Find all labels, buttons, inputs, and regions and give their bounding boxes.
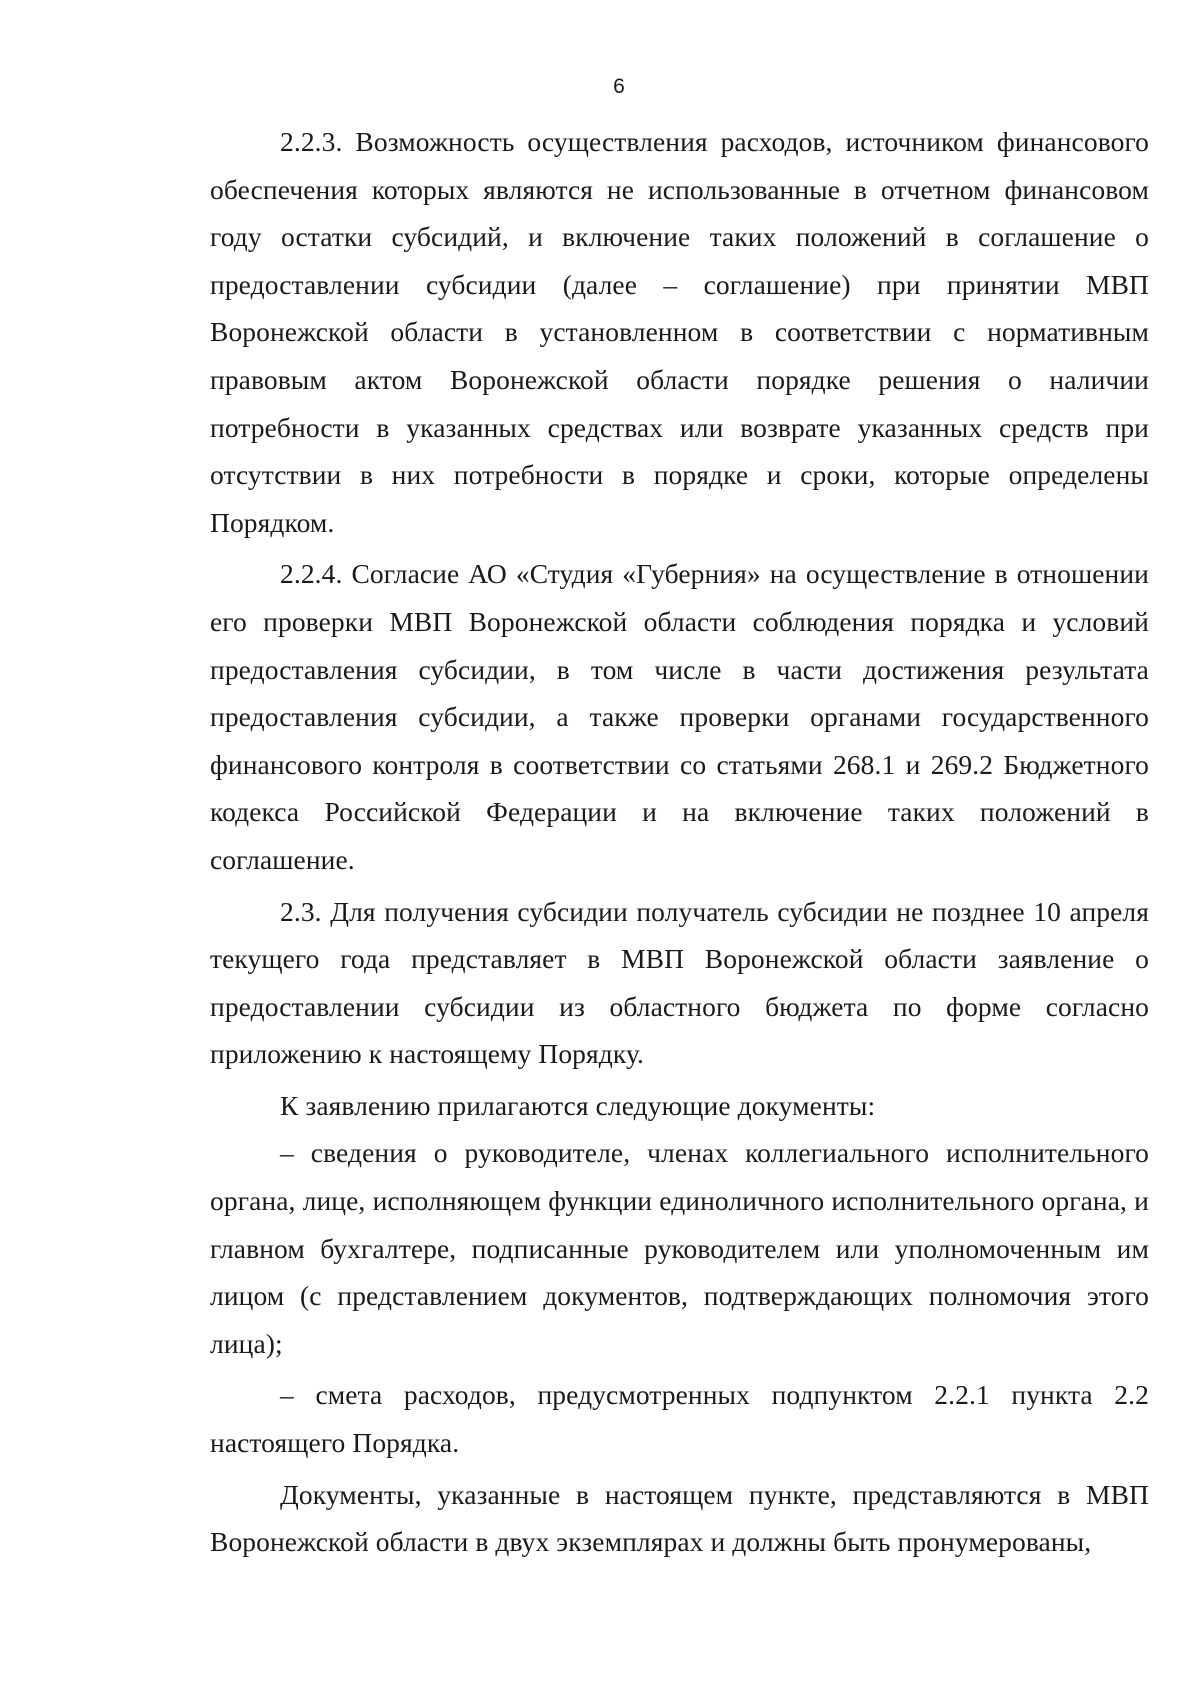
paragraph-2-2-3: 2.2.3. Возможность осуществления расходов, источником финансового обеспечения которых являются не использованные в отчетном финансовом году остатки субсидий, и включение таких положений в соглашение о предоставлении субсидии (далее – соглашение) при принятии МВП Воронежской области в установленном в соответствии с нормативным правовым актом Воронежской области порядке решения о наличии потребности в указанных средствах или возврате указанных средств при отсутствии в них потребности в порядке и сроки, которые определены Порядком.: [210, 126, 1149, 538]
paragraph-2-2-4: 2.2.4. Согласие АО «Студия «Губерния» на осуществление в отношении его проверки МВП Воронежской области соблюдения порядка и условий предоставления субсидии, в том числе в части достижения результата предоставления субсидии, а также проверки органами государственного финансового контроля в соответствии со статьями 268.1 и 269.2 Бюджетного кодекса Российской Федерации и на включение таких положений в соглашение.: [210, 558, 1149, 875]
page-number: 6: [613, 75, 625, 98]
document-body: [210, 118, 1149, 1566]
paragraph-2-3: 2.3. Для получения субсидии получатель субсидии не позднее 10 апреля текущего года представляет в МВП Воронежской области заявление о предоставлении субсидии из областного бюджета по форме согласно приложению к настоящему Порядку.: [210, 895, 1149, 1070]
paragraph-documents-submission: Документы, указанные в настоящем пункте, представляются в МВП Воронежской области в двух экземплярах и должны быть пронумерованы,: [210, 1478, 1149, 1558]
list-item-expense-estimate: – смета расходов, предусмотренных подпунктом 2.2.1 пункта 2.2 настоящего Порядка.: [210, 1379, 1149, 1459]
paragraph-attachments-intro: К заявлению прилагаются следующие документы:: [280, 1089, 876, 1121]
list-item-management-info: – сведения о руководителе, членах коллегиального исполнительного органа, лице, исполняющем функции единоличного исполнительного органа, и главном бухгалтере, подписанные руководителем или уполномоченным им лицом (с представлением документов, подтверждающих полномочия этого лица);: [210, 1137, 1149, 1359]
